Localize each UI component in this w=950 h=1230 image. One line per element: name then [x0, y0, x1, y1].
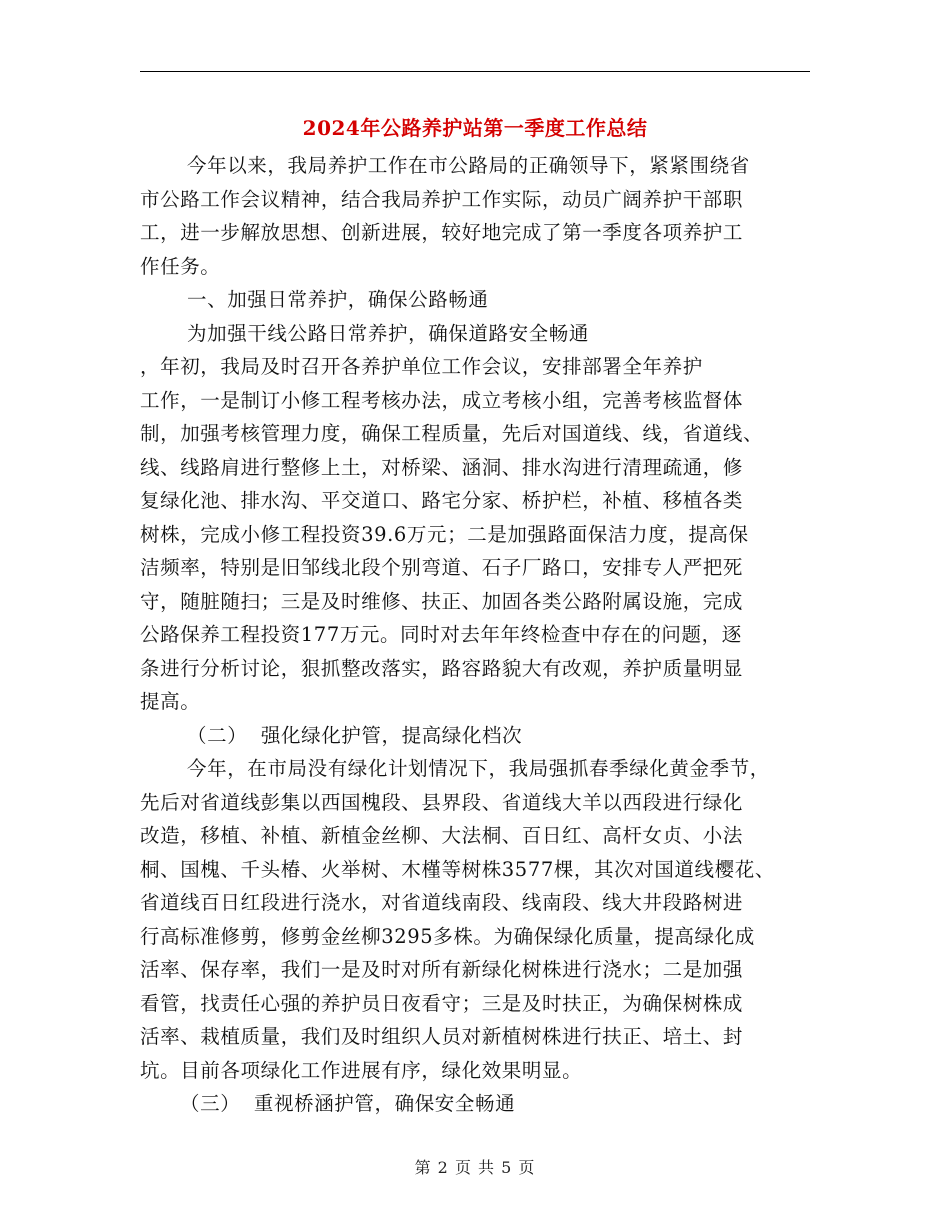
- paragraph-line: 坑。目前各项绿化工作进展有序，绿化效果明显。: [140, 1058, 583, 1082]
- paragraph-line: 改造，移植、补植、新植金丝柳、大法桐、百日红、高杆女贞、小法: [140, 824, 744, 847]
- paragraph-line: 工，进一步解放思想、创新进展，较好地完成了第一季度各项养护工: [140, 221, 744, 244]
- paragraph-line: 先后对省道线彭集以西国槐段、县界段、省道线大羊以西段进行绿化: [140, 790, 744, 814]
- paragraph-line: 为加强干线公路日常养护，确保道路安全畅通: [187, 321, 590, 345]
- paragraph-line: （三） 重视桥涵护管，确保安全畅通: [180, 1092, 516, 1115]
- paragraph-line: 今年，在市局没有绿化计划情况下，我局强抓春季绿化黄金季节，: [187, 757, 770, 780]
- paragraph-line: 活率、栽植质量，我们及时组织人员对新植树株进行扶正、培土、封: [140, 1025, 744, 1048]
- paragraph-line: 作任务。: [140, 254, 221, 278]
- header-rule: [140, 71, 810, 72]
- paragraph-line: 制，加强考核管理力度，确保工程质量，先后对国道线、线，省道线、: [140, 422, 764, 445]
- page-footer: 第 2 页 共 5 页: [414, 1158, 536, 1177]
- paragraph-line: 树株，完成小修工程投资39.6万元；二是加强路面保洁力度，提高保: [140, 522, 749, 546]
- paragraph-line: 工作，一是制订小修工程考核办法，成立考核小组，完善考核监督体: [140, 388, 744, 412]
- paragraph-line: 洁频率，特别是旧邹线北段个别弯道、石子厂路口，安排专人严把死: [140, 556, 744, 579]
- paragraph-line: 条进行分析讨论，狠抓整改落实，路容路貌大有改观，养护质量明显: [140, 656, 744, 680]
- paragraph-line: 公路保养工程投资177万元。同时对去年年终检查中存在的问题，逐: [140, 623, 742, 646]
- paragraph-line: （二） 强化绿化护管，提高绿化档次: [187, 723, 523, 747]
- document-body: [140, 149, 812, 1121]
- paragraph-line: 活率、保存率，我们一是及时对所有新绿化树株进行浇水；二是加强: [140, 958, 744, 981]
- paragraph-line: 复绿化池、排水沟、平交道口、路宅分家、桥护栏，补植、移植各类: [140, 489, 744, 512]
- paragraph-line: 行高标准修剪，修剪金丝柳3295多株。为确保绿化质量，提高绿化成: [140, 924, 755, 948]
- paragraph-line: 市公路工作会议精神，结合我局养护工作实际，动员广阔养护干部职: [140, 187, 744, 211]
- paragraph-line: 一、加强日常养护，确保公路畅通: [187, 288, 489, 311]
- paragraph-line: 桐、国槐、千头椿、火举树、木槿等树株3577棵，其次对国道线樱花、: [140, 857, 775, 881]
- paragraph-line: 提高。: [140, 690, 201, 713]
- paragraph-line: 线、线路肩进行整修上土，对桥梁、涵洞、排水沟进行清理疏通，修: [140, 455, 744, 479]
- paragraph-line: 今年以来，我局养护工作在市公路局的正确领导下，紧紧围绕省: [187, 154, 750, 177]
- document-title: 2024年公路养护站第一季度工作总结: [302, 116, 648, 140]
- paragraph-line: 省道线百日红段进行浇水，对省道线南段、线南段、线大井段路树进: [140, 891, 744, 914]
- paragraph-line: 看管，找责任心强的养护员日夜看守；三是及时扶正，为确保树株成: [140, 991, 744, 1015]
- paragraph-line: ，年初，我局及时召开各养护单位工作会议，安排部署全年养护: [140, 355, 703, 378]
- paragraph-line: 守，随脏随扫；三是及时维修、扶正、加固各类公路附属设施，完成: [140, 589, 744, 613]
